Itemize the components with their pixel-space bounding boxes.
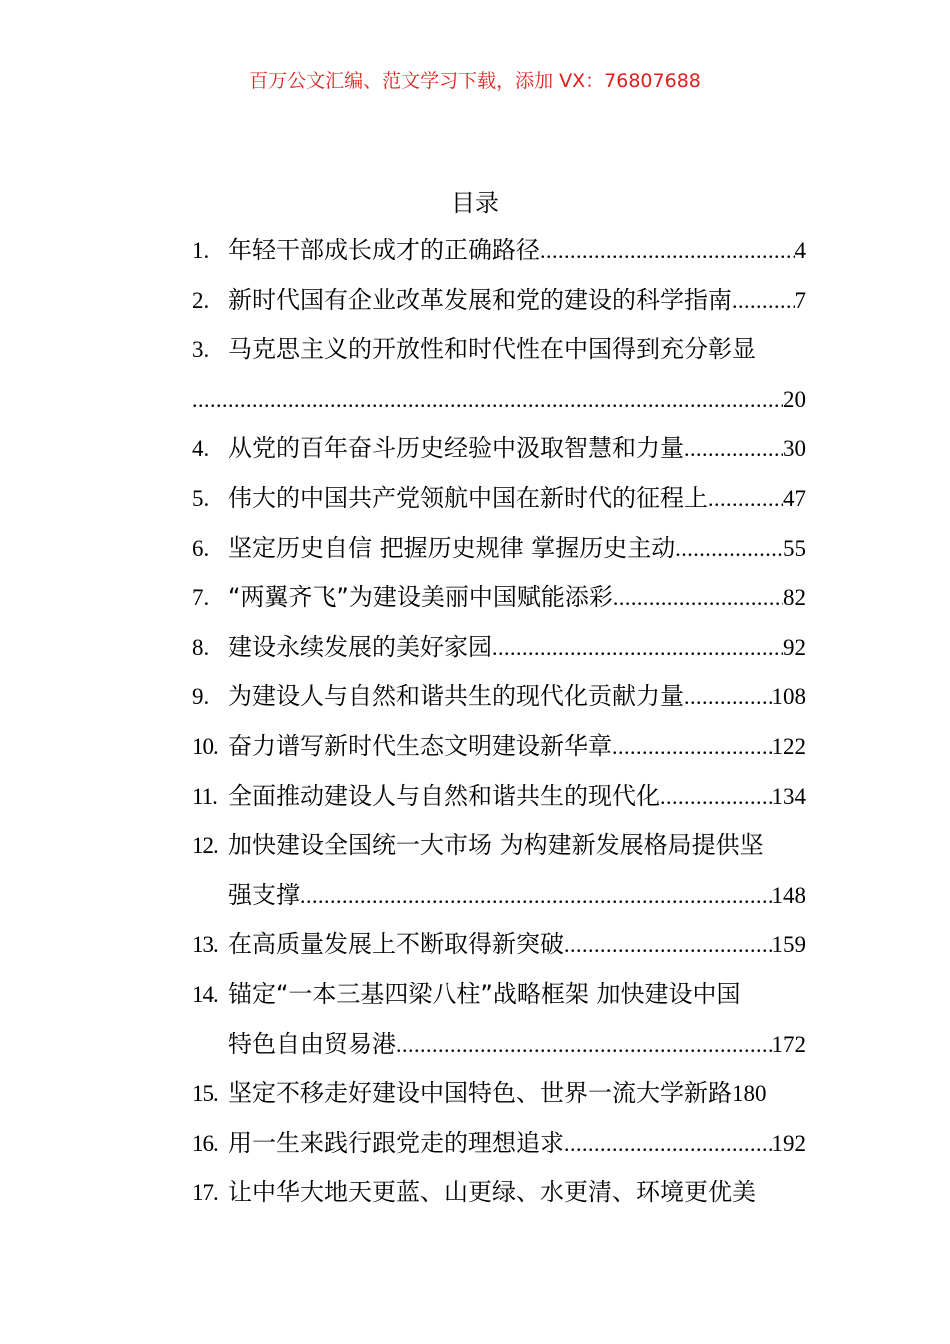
watermark-header: 百万公文汇编、范文学习下载，添加 VX：76807688 [249,70,701,92]
toc-page: 172 [771,1031,806,1057]
toc-entry-1[interactable] [192,226,806,276]
toc-number: 16. [192,1130,218,1156]
toc-number: 17. [192,1180,218,1206]
toc-entry-11[interactable] [192,772,806,822]
toc-page: 134 [771,783,806,809]
toc-title: 锚定“一本三基四梁八柱”战略框架 加快建设中国 [228,979,741,1008]
toc-entry-6[interactable] [192,524,806,574]
toc-title: 年轻干部成长成才的正确路径 [228,236,540,264]
toc-title: 新时代国有企业改革发展和党的建设的科学指南 [228,285,732,314]
toc-leader [660,772,772,822]
toc-number: 6. [192,535,210,561]
toc-page: 180 [732,1081,767,1107]
toc-leader [613,573,783,623]
toc-leader [564,1119,772,1169]
toc-page: 122 [771,733,806,759]
toc-title-continued: 强支撑 [228,880,300,909]
toc-entry-14-continuation[interactable] [192,1020,806,1070]
toc-page: 159 [771,932,806,958]
toc-page: 192 [771,1130,806,1156]
page-title: 目录 [451,189,499,217]
toc-number: 10. [192,733,218,759]
toc-leader [684,672,772,722]
toc-entry-7[interactable] [192,573,806,623]
toc-entry-17[interactable] [192,1168,806,1218]
toc-title: 马克思主义的开放性和时代性在中国得到充分彰显 [228,335,756,364]
toc-leader [732,276,795,326]
toc-number: 3. [192,337,210,363]
toc-number: 5. [192,485,210,511]
toc-page: 108 [771,684,806,710]
toc-title: 在高质量发展上不断取得新突破 [228,930,564,959]
toc-title: 加快建设全国统一大市场 为构建新发展格局提供坚 [228,831,764,860]
toc-title: 让中华大地天更蓝、山更绿、水更清、环境更优美 [228,1178,756,1207]
toc-leader [540,226,795,276]
toc-leader [684,424,783,474]
toc-entry-12-continuation[interactable] [192,871,806,921]
toc-entry-10[interactable] [192,722,806,772]
toc-number: 14. [192,981,218,1007]
toc-entry-15[interactable] [192,1069,806,1119]
toc-leader [708,474,783,524]
toc-entry-14[interactable] [192,970,806,1020]
toc-page: 20 [783,386,806,412]
toc-number: 9. [192,684,210,710]
toc-entry-5[interactable] [192,474,806,524]
toc-page: 4 [794,238,806,263]
toc-page: 82 [783,585,806,611]
toc-number: 7. [192,585,210,611]
toc-entry-13[interactable] [192,920,806,970]
toc-number: 1. [192,238,210,263]
toc-number: 8. [192,634,210,660]
toc-leader [192,375,783,425]
toc-title: 伟大的中国共产党领航中国在新时代的征程上 [228,483,708,512]
toc-entry-3[interactable] [192,325,806,375]
toc-page: 30 [783,436,806,462]
toc-page: 148 [771,882,806,908]
toc-entry-12[interactable] [192,821,806,871]
toc-number: 11. [192,783,217,809]
toc-entry-3-continuation[interactable] [192,375,806,425]
toc-title: “两翼齐飞”为建设美丽中国赋能添彩 [228,583,613,612]
toc-number: 12. [192,833,218,859]
toc-page: 47 [783,485,806,511]
toc-entry-9[interactable] [192,672,806,722]
toc-leader [492,623,783,673]
toc-entry-8[interactable] [192,623,806,673]
toc-title: 建设永续发展的美好家园 [228,632,492,661]
toc-page: 7 [794,287,806,313]
toc-title: 坚定历史自信 把握历史规律 掌握历史主动 [228,533,676,562]
table-of-contents [192,226,806,1218]
toc-number: 13. [192,932,218,958]
toc-number: 15. [192,1081,218,1107]
toc-title-continued: 特色自由贸易港 [228,1029,396,1058]
toc-entry-4[interactable] [192,424,806,474]
toc-leader [396,1020,772,1070]
toc-title: 坚定不移走好建设中国特色、世界一流大学新路 [228,1079,732,1108]
toc-title: 用一生来践行跟党走的理想追求 [228,1128,564,1157]
toc-title: 全面推动建设人与自然和谐共生的现代化 [228,781,660,810]
toc-leader [675,524,783,574]
toc-title: 为建设人与自然和谐共生的现代化贡献力量 [228,682,684,711]
toc-leader [564,920,772,970]
toc-page: 55 [783,535,806,561]
toc-title: 从党的百年奋斗历史经验中汲取智慧和力量 [228,434,684,463]
toc-leader [300,871,772,921]
toc-entry-16[interactable] [192,1119,806,1169]
toc-number: 2. [192,287,210,313]
toc-page: 92 [783,634,806,660]
toc-title: 奋力谱写新时代生态文明建设新华章 [228,731,612,760]
toc-number: 4. [192,436,210,462]
toc-leader [612,722,772,772]
toc-entry-2[interactable] [192,276,806,326]
